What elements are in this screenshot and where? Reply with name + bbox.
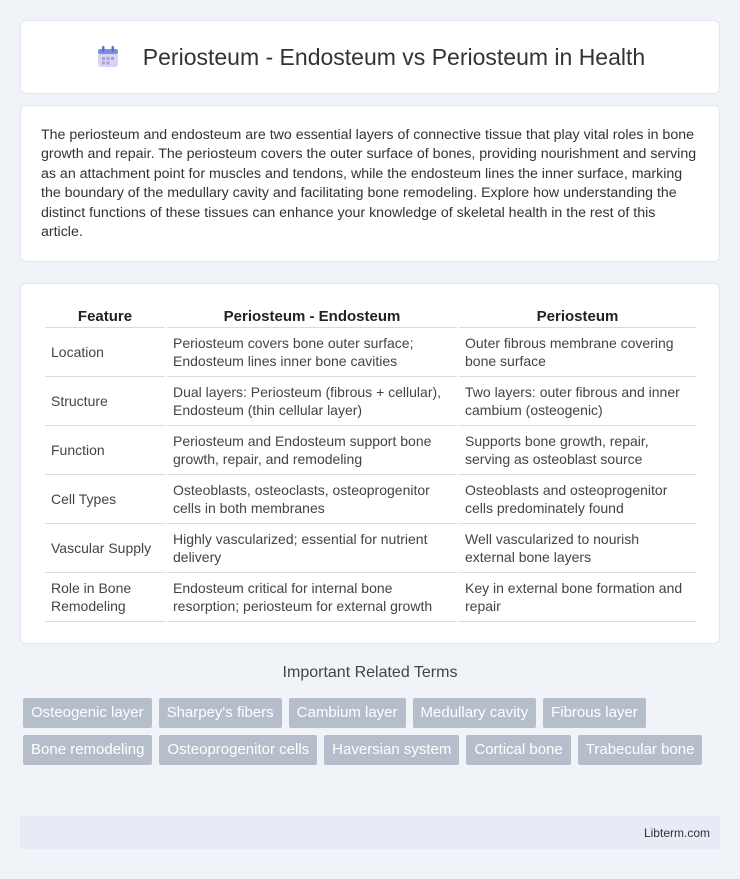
table-cell: Location [45, 328, 165, 377]
footer [20, 816, 720, 849]
footer-link[interactable]: Libterm.com [643, 825, 710, 840]
table-cell: Two layers: outer fibrous and inner cambium (osteogenic) [459, 377, 696, 426]
table-cell: Function [45, 426, 165, 475]
table-cell: Outer fibrous membrane covering bone surface [459, 328, 696, 377]
table-cell: Supports bone growth, repair, serving as osteoblast source [459, 426, 696, 475]
table-cell: Osteoblasts, osteoclasts, osteoprogenitor cells in both membranes [167, 475, 457, 524]
tag-cambium-layer[interactable]: Cambium layer [289, 698, 406, 728]
table-cell: Role in Bone Remodeling [45, 573, 165, 622]
tag-medullary-cavity[interactable]: Medullary cavity [413, 698, 537, 728]
table-cell: Cell Types [45, 475, 165, 524]
tag-bone-remodeling[interactable]: Bone remodeling [23, 735, 152, 765]
calendar-icon [95, 44, 121, 70]
page-title: Periosteum - Endosteum vs Periosteum in Health [142, 43, 646, 70]
tag-osteogenic-layer[interactable]: Osteogenic layer [23, 698, 152, 728]
table-cell: Periosteum and Endosteum support bone growth, repair, and remodeling [167, 426, 457, 475]
table-cell: Well vascularized to nourish external bone layers [459, 524, 696, 573]
table-cell: Periosteum covers bone outer surface; Endosteum lines inner bone cavities [167, 328, 457, 377]
table-row [45, 573, 696, 622]
header-feature: Feature [45, 304, 165, 328]
tag-haversian-system[interactable]: Haversian system [324, 735, 459, 765]
comparison-table-card [20, 283, 720, 644]
table-cell: Dual layers: Periosteum (fibrous + cellular), Endosteum (thin cellular layer) [167, 377, 457, 426]
table-cell: Key in external bone formation and repair [459, 573, 696, 622]
tag-fibrous-layer[interactable]: Fibrous layer [543, 698, 646, 728]
tag-sharpeys-fibers[interactable]: Sharpey's fibers [159, 698, 282, 728]
tag-trabecular-bone[interactable]: Trabecular bone [578, 735, 703, 765]
table-row [45, 377, 696, 426]
table-header-row [45, 304, 696, 328]
table-row [45, 524, 696, 573]
comparison-table [43, 304, 698, 622]
intro-text: The periosteum and endosteum are two essential layers of connective tissue that play vital roles in bone growth and repair. The periosteum covers the outer surface of bones, providing nourishment and serving as an attachment point for muscles and tendons, while the endosteum lines the inner surface, marking the boundary of the medullary cavity and facilitating bone remodeling. Explore how understanding the distinct functions of these tissues can enhance your knowledge of skeletal health in the rest of this article. [41, 127, 697, 241]
related-terms-title: Important Related Terms [282, 664, 458, 681]
header-periosteum-endosteum: Periosteum - Endosteum [167, 304, 457, 328]
table-cell: Osteoblasts and osteoprogenitor cells predominately found [459, 475, 696, 524]
table-row [45, 328, 696, 377]
tag-osteoprogenitor-cells[interactable]: Osteoprogenitor cells [159, 735, 317, 765]
table-cell: Structure [45, 377, 165, 426]
table-cell: Vascular Supply [45, 524, 165, 573]
intro-card [20, 105, 720, 262]
table-cell: Highly vascularized; essential for nutrient delivery [167, 524, 457, 573]
related-terms-tags [23, 698, 723, 772]
table-row [45, 426, 696, 475]
tag-cortical-bone[interactable]: Cortical bone [466, 735, 570, 765]
header-card [20, 20, 720, 94]
table-cell: Endosteum critical for internal bone resorption; periosteum for external growth [167, 573, 457, 622]
header-periosteum: Periosteum [459, 304, 696, 328]
table-row [45, 475, 696, 524]
